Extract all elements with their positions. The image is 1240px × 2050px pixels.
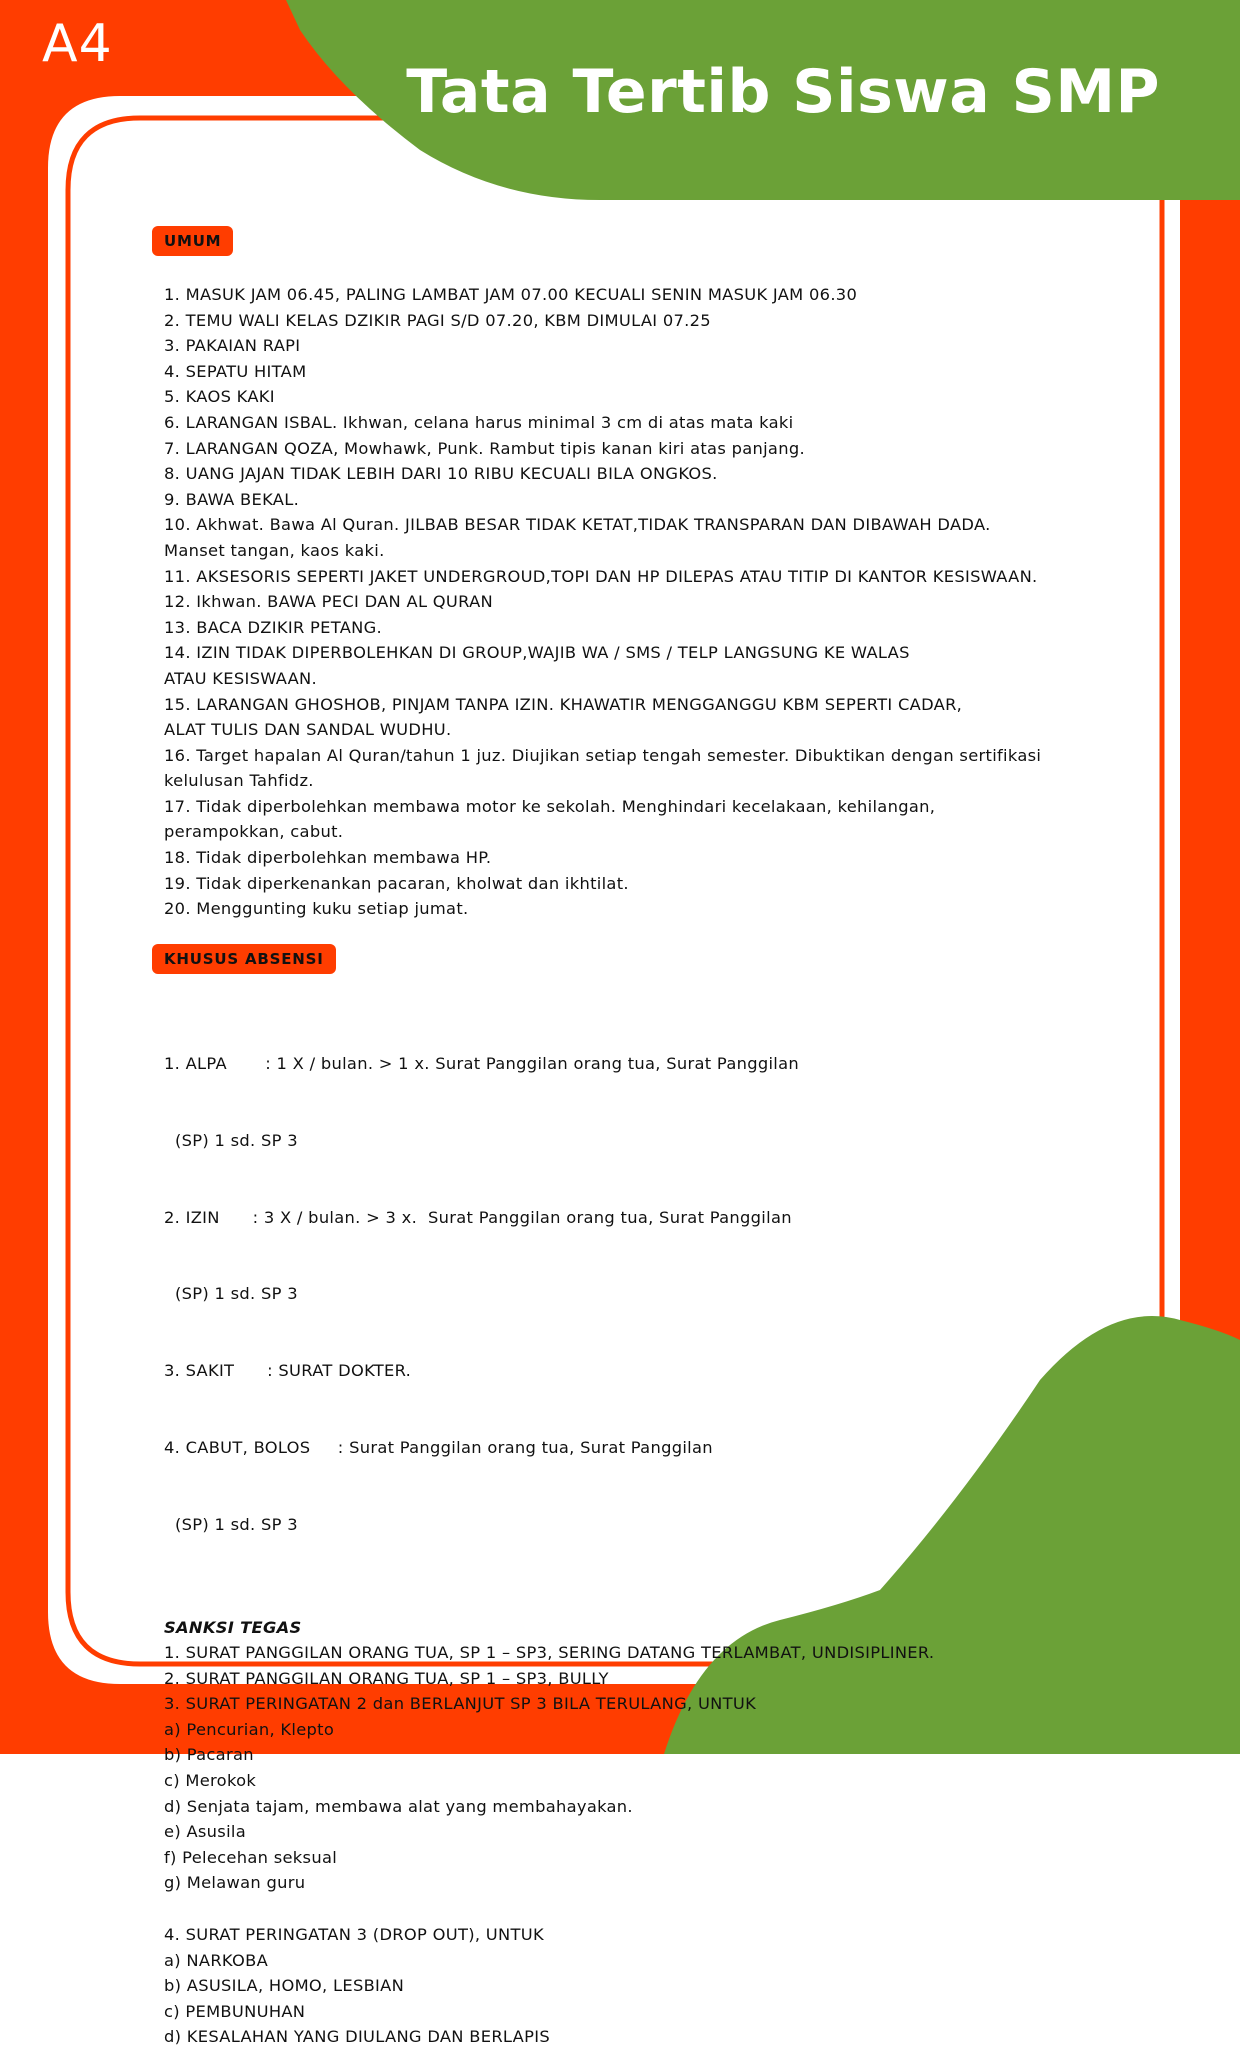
list-item: d) KESALAHAN YANG DIULANG DAN BERLAPIS — [164, 2027, 550, 2047]
list-item: g) Melawan guru — [164, 1873, 306, 1893]
list-item: d) Senjata tajam, membawa alat yang membahayakan. — [164, 1796, 633, 1816]
list-item: 1. ALPA : 1 X / bulan. > 1 x. Surat Panggilan orang tua, Surat Panggilan — [164, 1054, 800, 1074]
paper-size-label: A4 — [42, 14, 113, 74]
sanksi-list — [164, 1640, 1094, 1896]
list-item: Manset tangan, kaos kaki. — [164, 540, 385, 560]
list-item: b) Pacaran — [164, 1745, 254, 1765]
absensi-list — [164, 1000, 1094, 1589]
list-item: b) ASUSILA, HOMO, LESBIAN — [164, 1976, 405, 1996]
list-item: c) PEMBUNUHAN — [164, 2001, 306, 2021]
list-item: f) Pelecehan seksual — [164, 1847, 338, 1867]
list-item: kelulusan Tahfidz. — [164, 771, 314, 791]
list-item: 2. TEMU WALI KELAS DZIKIR PAGI S/D 07.20, KBM DIMULAI 07.25 — [164, 310, 711, 330]
list-item: (SP) 1 sd. SP 3 — [164, 1130, 298, 1150]
list-item: 9. BAWA BEKAL. — [164, 489, 300, 509]
list-item: 10. Akhwat. Bawa Al Quran. JILBAB BESAR TIDAK KETAT,TIDAK TRANSPARAN DAN DIBAWAH DADA. — [164, 515, 991, 535]
list-item: 1. SURAT PANGGILAN ORANG TUA, SP 1 – SP3, SERING DATANG TERLAMBAT, UNDISIPLINER. — [164, 1643, 935, 1663]
rules-content — [164, 226, 1094, 2050]
list-item: 2. IZIN : 3 X / bulan. > 3 x. Surat Panggilan orang tua, Surat Panggilan — [164, 1207, 792, 1227]
list-item: 4. SURAT PERINGATAN 3 (DROP OUT), UNTUK — [164, 1925, 544, 1945]
list-item: 20. Menggunting kuku setiap jumat. — [164, 899, 469, 919]
list-item: 8. UANG JAJAN TIDAK LEBIH DARI 10 RIBU KECUALI BILA ONGKOS. — [164, 464, 718, 484]
list-item: 3. SURAT PERINGATAN 2 dan BERLANJUT SP 3 BILA TERULANG, UNTUK — [164, 1694, 757, 1714]
list-item: 15. LARANGAN GHOSHOB, PINJAM TANPA IZIN. KHAWATIR MENGGANGGU KBM SEPERTI CADAR, — [164, 694, 963, 714]
list-item: c) Merokok — [164, 1771, 257, 1791]
list-item: ALAT TULIS DAN SANDAL WUDHU. — [164, 720, 452, 740]
list-item: a) NARKOBA — [164, 1950, 269, 1970]
list-item: 7. LARANGAN QOZA, Mowhawk, Punk. Rambut tipis kanan kiri atas panjang. — [164, 438, 805, 458]
section-badge-absensi: KHUSUS ABSENSI — [152, 944, 336, 974]
list-item: 6. LARANGAN ISBAL. Ikhwan, celana harus minimal 3 cm di atas mata kaki — [164, 412, 794, 432]
list-item: 17. Tidak diperbolehkan membawa motor ke sekolah. Menghindari kecelakaan, kehilangan, — [164, 796, 936, 816]
list-item: 2. SURAT PANGGILAN ORANG TUA, SP 1 – SP3, BULLY — [164, 1668, 609, 1688]
list-item: 16. Target hapalan Al Quran/tahun 1 juz. Diujikan setiap tengah semester. Dibuktikan dengan sertifikasi — [164, 745, 1042, 765]
section-badge-umum: UMUM — [152, 226, 233, 256]
list-item: 13. BACA DZIKIR PETANG. — [164, 617, 383, 637]
list-item: 3. PAKAIAN RAPI — [164, 336, 301, 356]
umum-list — [164, 282, 1094, 922]
list-item: 14. IZIN TIDAK DIPERBOLEHKAN DI GROUP,WAJIB WA / SMS / TELP LANGSUNG KE WALAS — [164, 643, 910, 663]
list-item: 5. KAOS KAKI — [164, 387, 275, 407]
list-item: 1. MASUK JAM 06.45, PALING LAMBAT JAM 07.00 KECUALI SENIN MASUK JAM 06.30 — [164, 285, 858, 304]
list-item: 19. Tidak diperkenankan pacaran, kholwat dan ikhtilat. — [164, 873, 629, 893]
list-item: e) Asusila — [164, 1822, 246, 1842]
list-item: 11. AKSESORIS SEPERTI JAKET UNDERGROUD,TOPI DAN HP DILEPAS ATAU TITIP DI KANTOR KESISWAAN. — [164, 566, 1038, 586]
list-item: ATAU KESISWAAN. — [164, 668, 318, 688]
list-item: 18. Tidak diperbolehkan membawa HP. — [164, 848, 492, 868]
sanksi-heading: SANKSI TEGAS — [164, 1617, 302, 1637]
sanksi-list-dropout — [164, 1922, 1094, 2050]
list-item: perampokkan, cabut. — [164, 822, 344, 842]
list-item: a) Pencurian, Klepto — [164, 1719, 335, 1739]
list-item: (SP) 1 sd. SP 3 — [164, 1284, 298, 1304]
list-item: 12. Ikhwan. BAWA PECI DAN AL QURAN — [164, 592, 493, 612]
page-title: Tata Tertib Siswa SMP — [406, 57, 1160, 127]
list-item: 4. SEPATU HITAM — [164, 361, 307, 381]
list-item: (SP) 1 sd. SP 3 — [164, 1514, 298, 1534]
list-item: 4. CABUT, BOLOS : Surat Panggilan orang tua, Surat Panggilan — [164, 1437, 713, 1457]
list-item: 3. SAKIT : SURAT DOKTER. — [164, 1361, 412, 1381]
